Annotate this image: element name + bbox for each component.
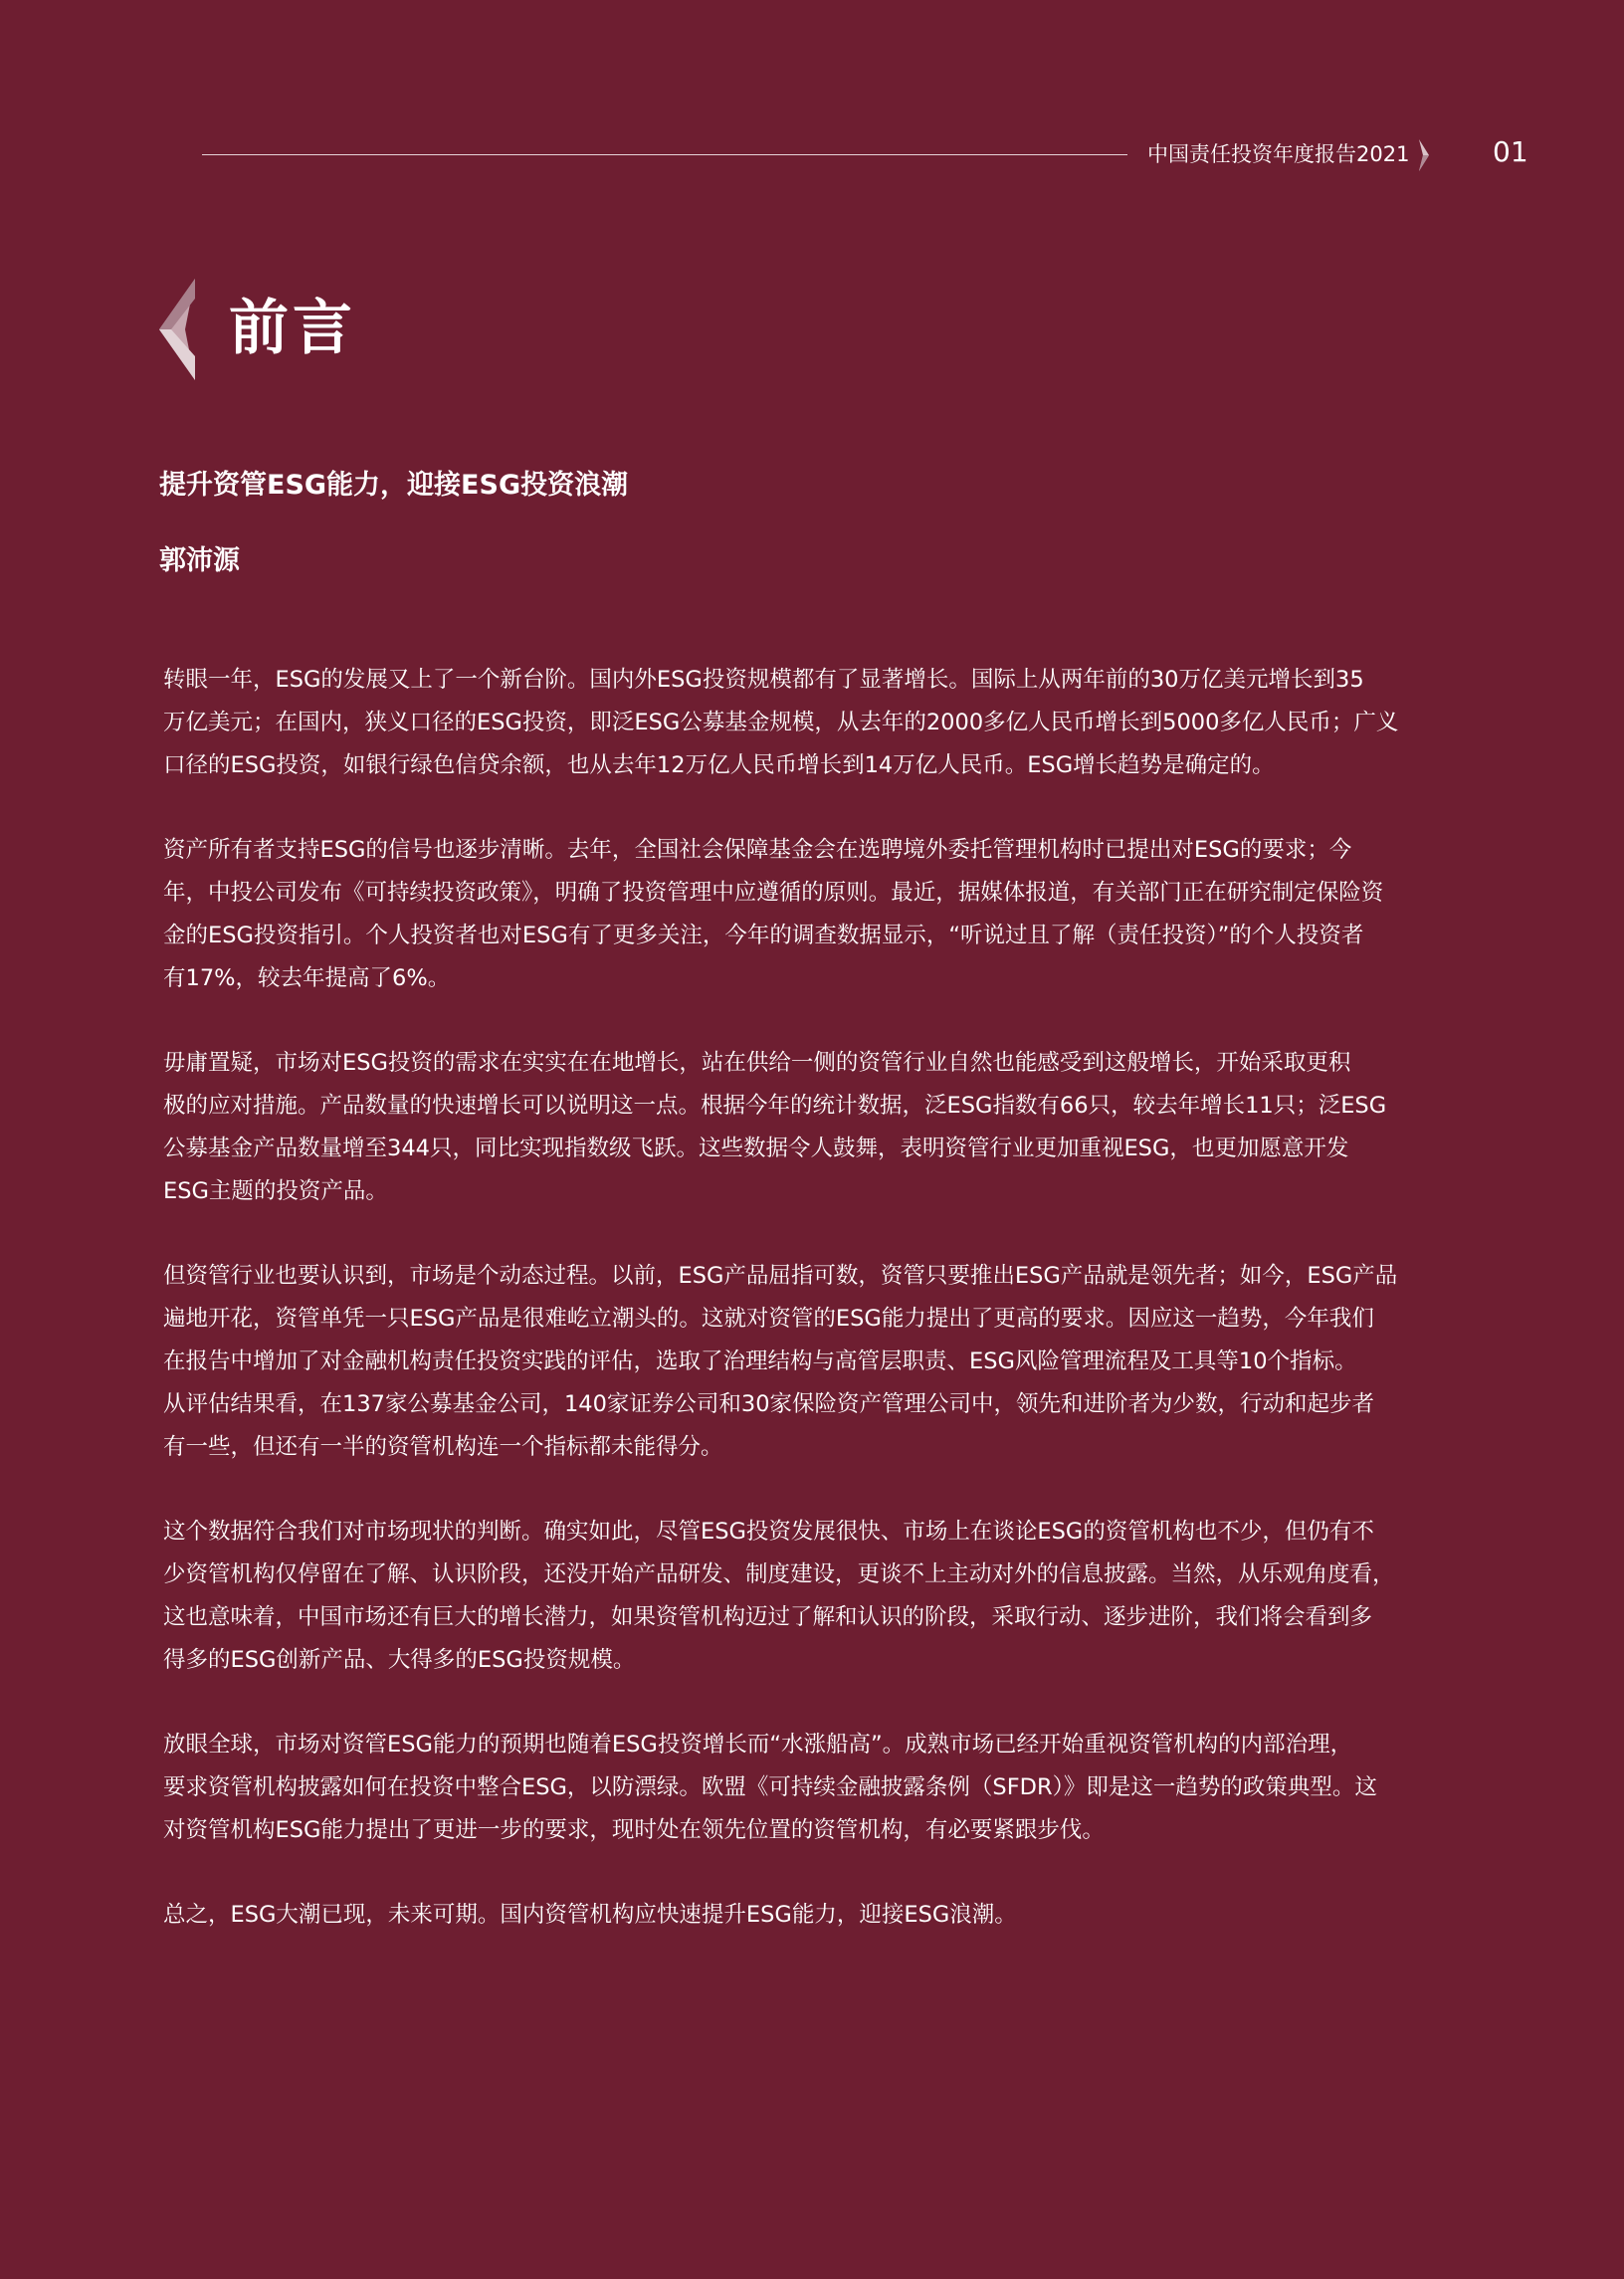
paragraph [163, 1894, 1417, 1937]
paragraph [163, 659, 1417, 787]
paragraph-line: 毋庸置疑，市场对ESG投资的需求在实实在在地增长，站在供给一侧的资管行业自然也能感受到这般增长，开始采取更积 [163, 1050, 1351, 1076]
paragraph-line: 口径的ESG投资，如银行绿色信贷余额，也从去年12万亿人民币增长到14万亿人民币。ESG增长趋势是确定的。 [163, 752, 1275, 778]
paragraph-line: ESG主题的投资产品。 [163, 1178, 388, 1204]
paragraph [163, 829, 1417, 1000]
paragraph-line: 少资管机构仅停留在了解、认识阶段，还没开始产品研发、制度建设，更谈不上主动对外的信息披露。当然，从乐观角度看， [163, 1561, 1395, 1587]
paragraph-line: 在报告中增加了对金融机构责任投资实践的评估，选取了治理结构与高管层职责、ESG风险管理流程及工具等10个指标。 [163, 1348, 1357, 1374]
section-subtitle: 提升资管ESG能力，迎接ESG投资浪潮 [159, 470, 629, 501]
paragraph-line: 放眼全球，市场对资管ESG能力的预期也随着ESG投资增长而“水涨船高”。成熟市场已经开始重视资管机构的内部治理， [163, 1732, 1353, 1758]
paragraph-line: 转眼一年，ESG的发展又上了一个新台阶。国内外ESG投资规模都有了显著增长。国际上从两年前的30万亿美元增长到35 [163, 667, 1364, 693]
paragraph-line: 总之，ESG大潮已现，未来可期。国内资管机构应快速提升ESG能力，迎接ESG浪潮。 [163, 1902, 1017, 1928]
chevron-right-icon [1419, 139, 1433, 171]
paragraph-line: 公募基金产品数量增至344只，同比实现指数级飞跃。这些数据令人鼓舞，表明资管行业更加重视ESG，也更加愿意开发 [163, 1136, 1349, 1161]
report-title: 中国责任投资年度报告2021 [1147, 142, 1410, 166]
paragraph-line: 但资管行业也要认识到，市场是个动态过程。以前，ESG产品屈指可数，资管只要推出ESG产品就是领先者；如今，ESG产品 [163, 1263, 1398, 1289]
paragraph-line: 要求资管机构披露如何在投资中整合ESG，以防漂绿。欧盟《可持续金融披露条例（SFDR）》即是这一趋势的政策典型。这 [163, 1774, 1377, 1800]
paragraph [163, 1255, 1417, 1469]
paragraph [163, 1042, 1417, 1213]
paragraph-line: 遍地开花，资管单凭一只ESG产品是很难屹立潮头的。这就对资管的ESG能力提出了更高的要求。因应这一趋势，今年我们 [163, 1306, 1374, 1332]
paragraph-line: 万亿美元；在国内，狭义口径的ESG投资，即泛ESG公募基金规模，从去年的2000多亿人民币增长到5000多亿人民币；广义 [163, 710, 1399, 735]
section-title: 前言 [229, 294, 356, 363]
author-name: 郭沛源 [159, 545, 240, 576]
paragraph [163, 1511, 1417, 1682]
paragraph-line: 金的ESG投资指引。个人投资者也对ESG有了更多关注，今年的调查数据显示，“听说过且了解（责任投资）”的个人投资者 [163, 923, 1364, 948]
paragraph-line: 资产所有者支持ESG的信号也逐步清晰。去年，全国社会保障基金会在选聘境外委托管理机构时已提出对ESG的要求；今 [163, 837, 1352, 863]
header-rule [202, 154, 1127, 155]
paragraph-line: 这个数据符合我们对市场现状的判断。确实如此，尽管ESG投资发展很快、市场上在谈论ESG的资管机构也不少，但仍有不 [163, 1519, 1374, 1545]
paragraph [163, 1724, 1417, 1852]
paragraph-line: 有17%，较去年提高了6%。 [163, 965, 451, 991]
paragraph-line: 得多的ESG创新产品、大得多的ESG投资规模。 [163, 1647, 636, 1673]
paragraph-line: 从评估结果看，在137家公募基金公司，140家证券公司和30家保险资产管理公司中，领先和进阶者为少数，行动和起步者 [163, 1391, 1375, 1417]
paragraph-line: 极的应对措施。产品数量的快速增长可以说明这一点。根据今年的统计数据，泛ESG指数有66只，较去年增长11只；泛ESG [163, 1093, 1387, 1119]
paragraph-line: 这也意味着，中国市场还有巨大的增长潜力，如果资管机构迈过了解和认识的阶段，采取行动、逐步进阶，我们将会看到多 [163, 1604, 1373, 1630]
paragraph-line: 年，中投公司发布《可持续投资政策》，明确了投资管理中应遵循的原则。最近，据媒体报道，有关部门正在研究制定保险资 [163, 880, 1384, 906]
article-body [163, 659, 1417, 1978]
page-number: 01 [1493, 135, 1528, 168]
paragraph-line: 有一些，但还有一半的资管机构连一个指标都未能得分。 [163, 1434, 723, 1460]
chevron-left-icon [159, 279, 195, 380]
paragraph-line: 对资管机构ESG能力提出了更进一步的要求，现时处在领先位置的资管机构，有必要紧跟步伐。 [163, 1817, 1105, 1843]
